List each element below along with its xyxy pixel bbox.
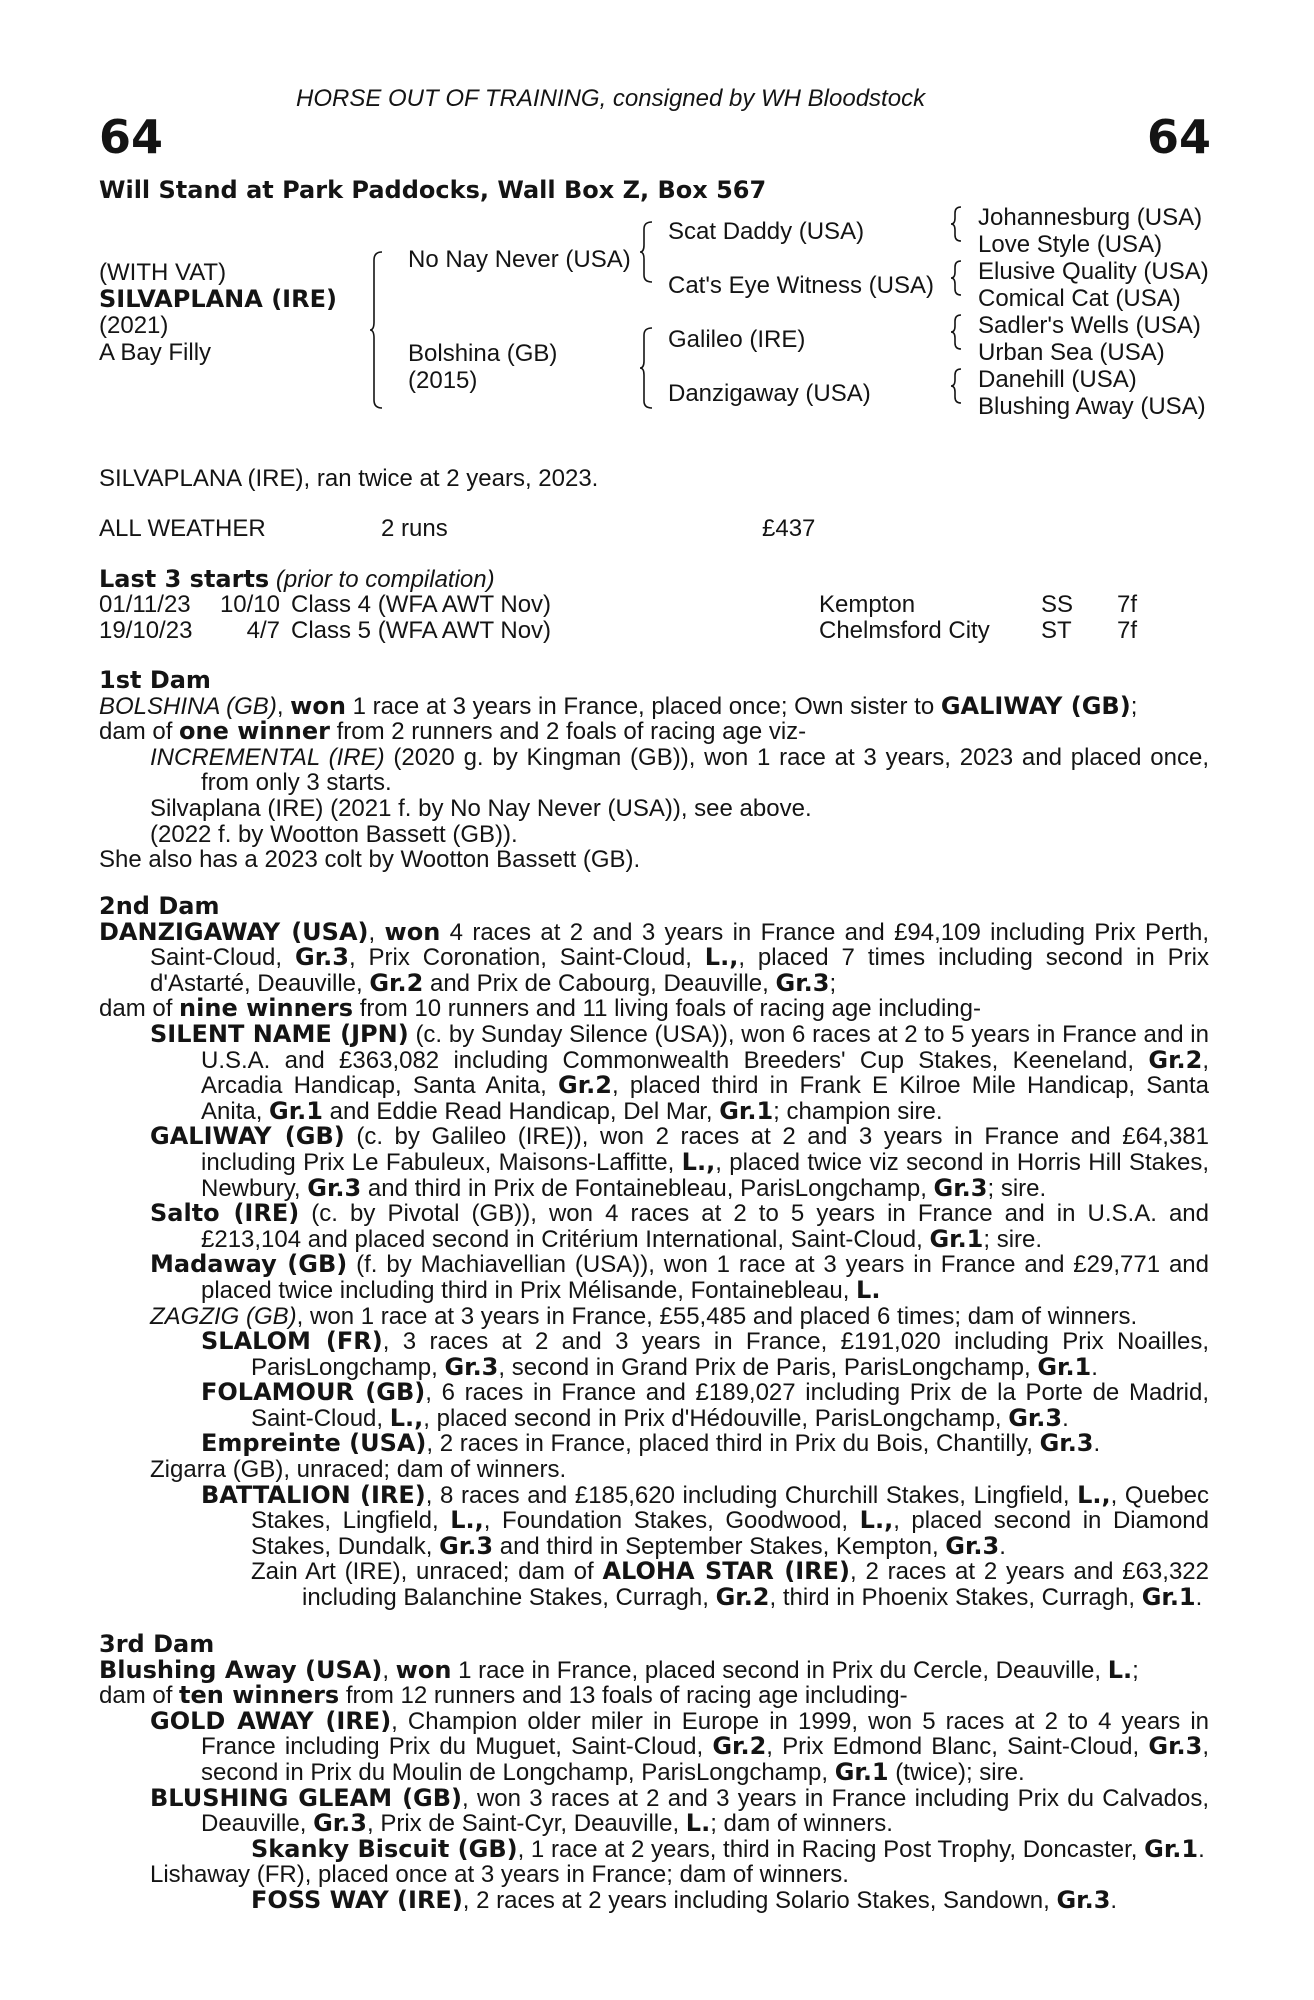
produce-item: BLUSHING GLEAM (GB), won 3 races at 2 and 3 years in France including Prix du Calvados, Deauville, Gr.3, Prix de Saint-Cyr, Deauville, L.; dam of winners. — [150, 1783, 1209, 1838]
pedigree-sire-dam: Cat's Eye Witness (USA) — [668, 272, 934, 299]
horse-description: A Bay Filly — [99, 339, 212, 366]
pedigree-sire: No Nay Never (USA) — [408, 246, 631, 273]
last-starts-title: Last 3 starts — [99, 565, 270, 593]
winner-count: ten winners — [179, 1681, 340, 1710]
pedigree-g4: Comical Cat (USA) — [978, 285, 1181, 312]
first-dam-line: BOLSHINA (GB), won 1 race at 3 years in France, placed once; Own sister to GALIWAY (GB); — [99, 691, 1138, 720]
section-heading: 1st Dam — [99, 666, 211, 694]
produce-name: FOLAMOUR (GB) — [201, 1378, 426, 1407]
start-distance: 7f — [1117, 617, 1138, 644]
start-date: 01/11/23 — [99, 591, 191, 618]
third-dam-produce-line: dam of ten winners from 12 runners and 13 foals of racing age including- — [99, 1681, 908, 1710]
start-race: Class 4 (WFA AWT Nov) — [291, 591, 552, 618]
produce-item: Madaway (GB) (f. by Machiavellian (USA)), won 1 race at 3 years in France and £29,771 and placed twice including third in Prix Mélisande, Fontainebleau, L. — [150, 1250, 1209, 1304]
pedigree-bracket-sire — [640, 221, 660, 283]
produce-name: ALOHA STAR (IRE) — [602, 1557, 851, 1586]
produce-name: Madaway (GB) — [150, 1250, 348, 1279]
pedigree-dam-sire: Galileo (IRE) — [668, 326, 806, 353]
start-position: 4/7 — [246, 617, 280, 644]
start-date: 19/10/23 — [99, 617, 193, 644]
record-runs: 2 runs — [381, 515, 448, 542]
start-position: 10/10 — [219, 591, 280, 618]
pedigree-g6: Urban Sea (USA) — [978, 339, 1165, 366]
dam-name: Blushing Away (USA) — [99, 1655, 383, 1684]
lot-number-right: 64 — [1147, 110, 1212, 164]
second-dam-line: DANZIGAWAY (USA), won 4 races at 2 and 3 years in France and £94,109 including Prix Perth, Saint-Cloud, Gr.3, Prix Coronation, Saint-Cloud, L.,, placed 7 times including second in Prix d'Astarté, Deauville, Gr.2 and Prix de Cabourg, Deauville, Gr.3; — [99, 917, 1209, 997]
produce-item: Salto (IRE) (c. by Pivotal (GB)), won 4 races at 2 to 5 years in France and in U.S.A. and £213,104 and placed second in Critérium International, Saint-Cloud, Gr.1; sire. — [150, 1199, 1210, 1253]
first-dam-produce-line: dam of one winner from 2 runners and 2 foals of racing age viz- — [99, 717, 807, 746]
grandproduce-item: FOSS WAY (IRE), 2 races at 2 years including Solario Stakes, Sandown, Gr.3. — [251, 1885, 1118, 1914]
pedigree-g7: Danehill (USA) — [978, 366, 1137, 393]
stand-location: Will Stand at Park Paddocks, Wall Box Z, Box 567 — [99, 176, 767, 204]
last-starts-heading — [99, 566, 495, 593]
start-distance: 7f — [1117, 591, 1138, 618]
produce-name: ZAGZIG (GB) — [150, 1302, 297, 1330]
pedigree-g8: Blushing Away (USA) — [978, 393, 1206, 420]
winner-count: nine winners — [179, 994, 354, 1023]
produce-note: She also has a 2023 colt by Wootton Bassett (GB). — [99, 846, 641, 874]
winner-count: one winner — [179, 717, 330, 746]
pedigree-g5: Sadler's Wells (USA) — [978, 312, 1201, 339]
won-label: won — [290, 691, 346, 720]
pedigree-bracket-g3 — [950, 314, 968, 350]
start-going: SS — [1041, 591, 1074, 618]
produce-item: GOLD AWAY (IRE), Champion older miler in Europe in 1999, won 5 races at 2 to 4 years in France including Prix du Muguet, Saint-Cloud, Gr.2, Prix Edmond Blanc, Saint-Cloud, Gr.3, second in Prix du Moulin de Longchamp, ParisLongchamp, Gr.1 (twice); sire. — [150, 1706, 1209, 1786]
produce-item: (2022 f. by Wootton Bassett (GB)). — [150, 820, 518, 848]
start-course: Chelmsford City — [819, 617, 990, 644]
pedigree-bracket-g1 — [950, 206, 968, 242]
pedigree-g3: Elusive Quality (USA) — [978, 258, 1209, 285]
produce-item: Zigarra (GB), unraced; dam of winners. — [150, 1456, 567, 1484]
second-dam-section — [99, 894, 1209, 1611]
grandproduce-item: SLALOM (FR), 3 races at 2 and 3 years in France, £191,020 including Prix Noailles, ParisLongchamp, Gr.3, second in Grand Prix de Paris, ParisLongchamp, Gr.1. — [201, 1327, 1209, 1381]
produce-name: Empreinte (USA) — [201, 1429, 427, 1458]
pedigree-dam-year: (2015) — [408, 367, 478, 394]
produce-name: Skanky Biscuit (GB) — [251, 1834, 518, 1863]
produce-name: SILENT NAME (JPN) — [150, 1019, 409, 1048]
pedigree-bracket-dam — [640, 327, 660, 409]
produce-item: GALIWAY (GB) (c. by Galileo (IRE)), won 2 races at 2 and 3 years in France and £64,381 including Prix Le Fabuleux, Maisons-Laffitte, L.,, placed twice viz second in Horris Hill Stakes, Newbury, Gr.3 and third in Prix de Fontainebleau, ParisLongchamp, Gr.3; sire. — [150, 1122, 1209, 1202]
grandproduce-item: Skanky Biscuit (GB), 1 race at 2 years, third in Racing Post Trophy, Doncaster, Gr.1. — [251, 1834, 1205, 1863]
pedigree-bracket-g2 — [950, 260, 968, 296]
grandproduce-item: BATTALION (IRE), 8 races and £185,620 including Churchill Stakes, Lingfield, L.,, Quebec Stakes, Lingfield, L.,, Foundation Stakes, Goodwood, L.,, placed second in Diamond Stakes, Dundalk, Gr.3 and third in September Stakes, Kempton, Gr.3. — [201, 1480, 1209, 1560]
record-earnings: £437 — [762, 515, 816, 542]
produce-item: Silvaplana (IRE) (2021 f. by No Nay Never (USA)), see above. — [150, 794, 812, 822]
start-going: ST — [1041, 617, 1072, 644]
section-heading: 2nd Dam — [99, 892, 220, 920]
pedigree-g2: Love Style (USA) — [978, 231, 1163, 258]
record-surface: ALL WEATHER — [99, 515, 266, 542]
pedigree-bracket-g4 — [950, 368, 968, 404]
won-label: won — [384, 917, 441, 946]
horse-name: SILVAPLANA (IRE) — [99, 285, 337, 313]
race-summary: SILVAPLANA (IRE), ran twice at 2 years, 2023. — [99, 465, 599, 492]
pedigree-sire-sire: Scat Daddy (USA) — [668, 218, 865, 245]
third-dam-line: Blushing Away (USA), won 1 race in France, placed second in Prix du Cercle, Deauville, L.; — [99, 1655, 1139, 1684]
produce-item: INCREMENTAL (IRE) (2020 g. by Kingman (GB)), won 1 race at 3 years, 2023 and placed once, from only 3 starts. — [150, 743, 1209, 797]
start-race: Class 5 (WFA AWT Nov) — [291, 617, 552, 644]
produce-name: BATTALION (IRE) — [201, 1480, 426, 1509]
produce-item: ZAGZIG (GB), won 1 race at 3 years in France, £55,485 and placed 6 times; dam of winners. — [150, 1302, 1138, 1330]
first-dam-section — [99, 668, 1209, 873]
start-course: Kempton — [819, 591, 916, 618]
produce-name: INCREMENTAL (IRE) — [150, 743, 385, 771]
produce-item: Lishaway (FR), placed once at 3 years in France; dam of winners. — [150, 1861, 849, 1889]
produce-name: GALIWAY (GB) — [150, 1122, 345, 1151]
produce-name: BLUSHING GLEAM (GB) — [150, 1783, 463, 1812]
produce-name: FOSS WAY (IRE) — [251, 1885, 463, 1914]
produce-name: Salto (IRE) — [150, 1199, 300, 1228]
pedigree-g1: Johannesburg (USA) — [978, 204, 1203, 231]
produce-name: GOLD AWAY (IRE) — [150, 1706, 392, 1735]
last-starts-note: (prior to compilation) — [275, 566, 495, 593]
pedigree-dam: Bolshina (GB) — [408, 340, 558, 367]
lot-number-left: 64 — [99, 110, 164, 164]
dam-name: DANZIGAWAY (USA) — [99, 917, 369, 946]
won-label: won — [395, 1655, 452, 1684]
produce-name: SLALOM (FR) — [201, 1327, 383, 1356]
third-dam-section — [99, 1632, 1209, 1914]
section-heading: 3rd Dam — [99, 1630, 215, 1658]
dam-name: BOLSHINA (GB) — [99, 692, 277, 720]
sister-name: GALIWAY (GB) — [940, 691, 1131, 720]
sale-subtitle: HORSE OUT OF TRAINING, consigned by WH Bloodstock — [296, 85, 926, 112]
pedigree-bracket-main — [370, 250, 390, 410]
vat-note: (WITH VAT) — [99, 259, 227, 286]
pedigree-dam-dam: Danzigaway (USA) — [668, 380, 871, 407]
grandproduce-item: Empreinte (USA), 2 races in France, placed third in Prix du Bois, Chantilly, Gr.3. — [201, 1429, 1101, 1458]
produce-item: SILENT NAME (JPN) (c. by Sunday Silence (USA)), won 6 races at 2 to 5 years in France and in U.S.A. and £363,082 including Commonwealth Breeders' Cup Stakes, Keeneland, Gr.2, Arcadia Handicap, Santa Anita, Gr.2, placed third in Frank E Kilroe Mile Handicap, Santa Anita, Gr.1 and Eddie Read Handicap, Del Mar, Gr.1; champion sire. — [150, 1019, 1210, 1125]
second-dam-produce-line: dam of nine winners from 10 runners and 11 living foals of racing age including- — [99, 994, 981, 1023]
grandproduce-item: Zain Art (IRE), unraced; dam of ALOHA STAR (IRE), 2 races at 2 years and £63,322 including Balanchine Stakes, Curragh, Gr.2, third in Phoenix Stakes, Curragh, Gr.1. — [251, 1557, 1209, 1612]
horse-year: (2021) — [99, 312, 169, 339]
grandproduce-item: FOLAMOUR (GB), 6 races in France and £189,027 including Prix de la Porte de Madrid, Saint-Cloud, L.,, placed second in Prix d'Hédouville, ParisLongchamp, Gr.3. — [201, 1378, 1210, 1432]
